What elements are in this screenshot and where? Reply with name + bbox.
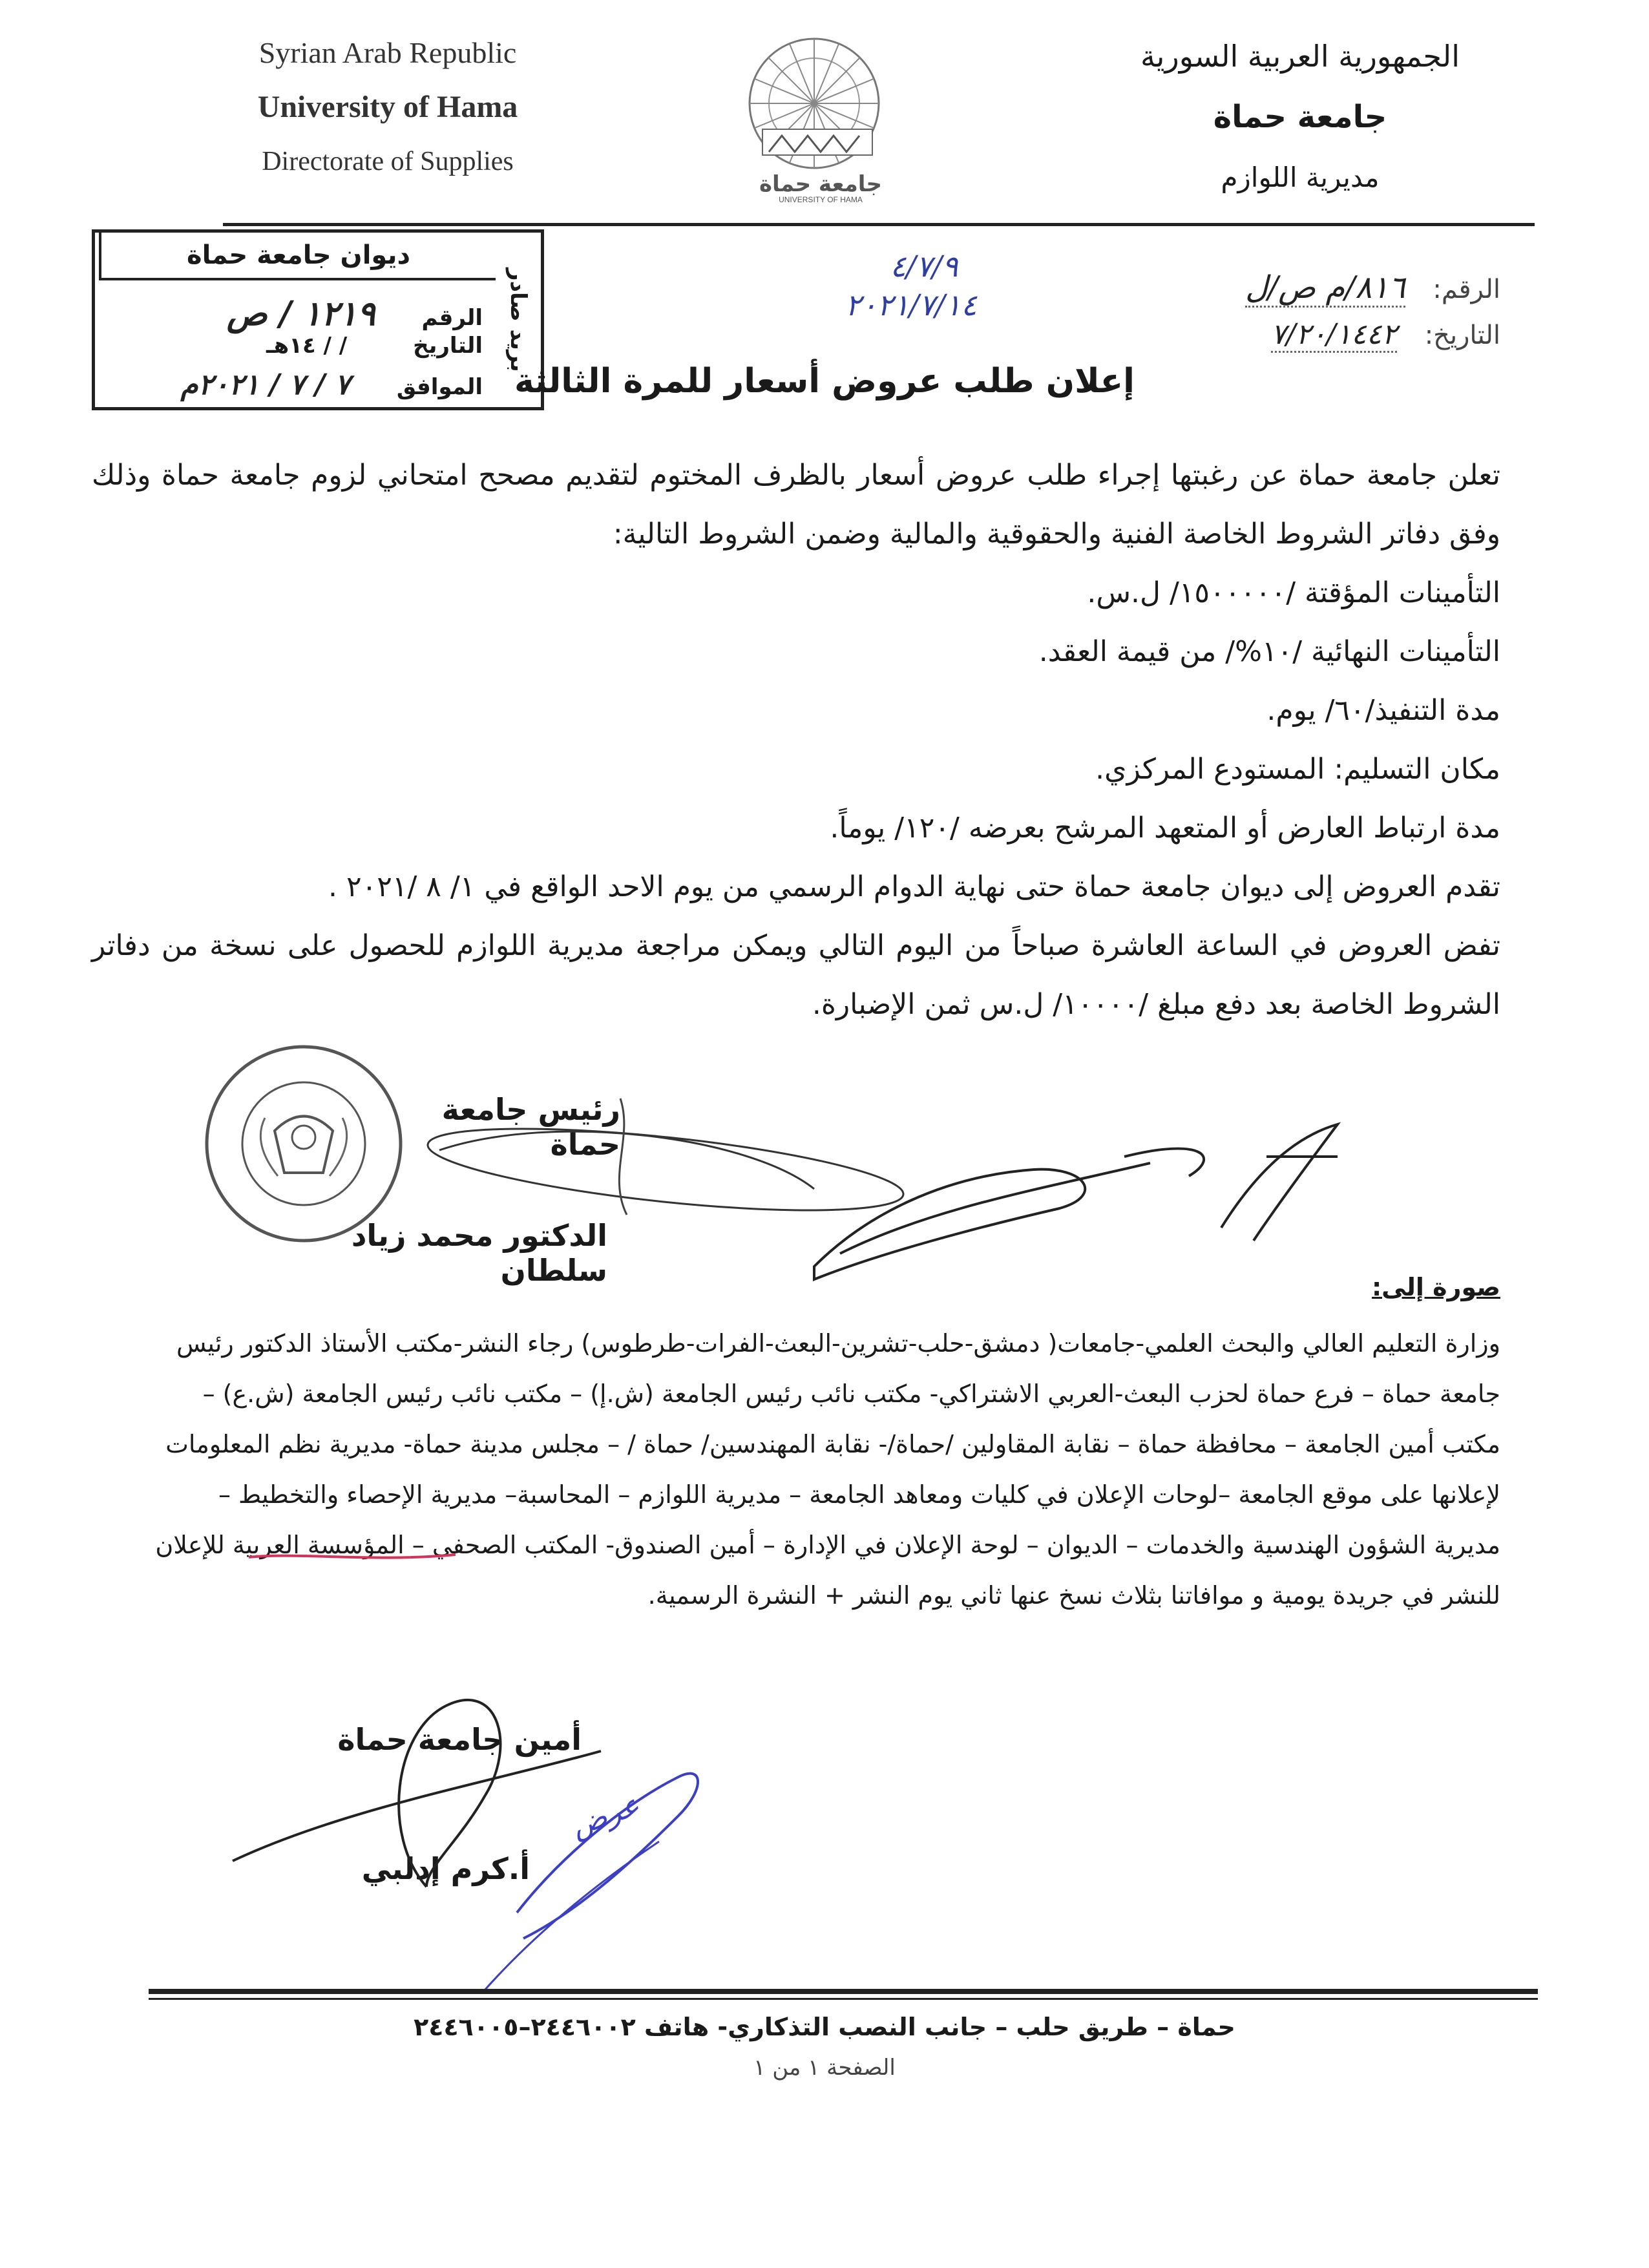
stamp-corresponding-value: ٧ / ٧ / ٢٠٢١م: [180, 368, 351, 401]
copies-line: للنشر في جريدة يومية و موافاتنا بثلاث نسخ عنها ثاني يوم النشر + النشرة الرسمية.: [647, 1581, 1500, 1610]
stamp-side-label: بريد صادر: [505, 268, 531, 372]
body-closing: تفض العروض في الساعة العاشرة صباحاً من اليوم التالي ويمكن مراجعة مديرية اللوازم للحصول على نسخة من دفاتر الشروط الخاصة بعد دفع مبلغ /١٠٠٠٠/ ل.س ثمن الإضبارة.: [92, 929, 1500, 1021]
condition-1: التأمينات المؤقتة /١٥٠٠٠٠٠/ ل.س.: [1087, 576, 1500, 609]
copies-label: صورة إلى:: [1371, 1273, 1500, 1301]
footer-divider: [149, 1989, 1538, 1994]
stamp-date-label: التاريخ: [413, 333, 483, 359]
letterhead-english: [207, 26, 569, 189]
copies-label-wrapper: [1242, 1273, 1500, 1301]
announcement-title: إعلان طلب عروض أسعار للمرة الثالثة: [514, 362, 1135, 401]
country-name-ar: الجمهورية العربية السورية: [1140, 39, 1460, 74]
directorate-name-ar: مديرية اللوازم: [1221, 162, 1380, 193]
reference-block: [919, 265, 1500, 358]
copies-list: [92, 1318, 1500, 1621]
copies-line: لإعلانها على موقع الجامعة –لوحات الإعلان في كليات ومعاهد الجامعة – مديرية اللوازم – المحاسبة– مديرية الإحصاء والتخطيط –: [218, 1480, 1500, 1509]
reference-date-value: ٧/٢٠/١٤٤٢: [1271, 318, 1397, 353]
stamp-corresponding-label: الموافق: [396, 374, 483, 400]
handwritten-note-line1: ٤/٧/٩: [890, 249, 958, 284]
body-intro: تعلن جامعة حماة عن رغبتها إجراء طلب عروض أسعار بالظرف المختوم لتقديم مصحح امتحاني لزوم جامعة حماة وذلك وفق دفاتر الشروط الخاصة الفنية والحقوقية والمالية وضمن الشروط التالية:: [92, 459, 1500, 551]
condition-3: مدة التنفيذ/٦٠/ يوم.: [1266, 694, 1500, 727]
footer-address: حماة – طريق حلب – جانب النصب التذكاري- هاتف ٢٤٤٦٠٠٢–٢٤٤٦٠٠٥: [414, 2013, 1235, 2041]
university-name-en: University of Hama: [257, 90, 518, 124]
condition-2: التأمينات النهائية /١٠%/ من قيمة العقد.: [1038, 635, 1500, 668]
university-name-ar: جامعة حماة: [1213, 99, 1387, 135]
header-divider: [223, 223, 1535, 226]
president-title: رئيس جامعة حماة: [441, 1092, 620, 1162]
logo-text-en: UNIVERSITY OF HAMA: [779, 195, 863, 204]
copies-line: جامعة حماة – فرع حماة لحزب البعث-العربي الاشتراكي- مكتب نائب رئيس الجامعة (ش.إ) – مكتب نائب رئيس الجامعة (ش.ع) –: [202, 1380, 1500, 1408]
stamp-date-row: [147, 333, 483, 359]
copies-line: وزارة التعليم العالي والبحث العلمي-جامعات( دمشق-حلب-تشرين-البعث-الفرات-طرطوس) رجاء النشر-مكتب الأستاذ الدكتور رئيس: [176, 1329, 1500, 1358]
secretary-title: أمين جامعة حماة: [337, 1722, 582, 1757]
copies-line: مكتب أمين الجامعة – محافظة حماة – نقابة المقاولين /حماة/- نقابة المهندسين/ حماة / – مجلس مدينة حماة- مديرية نظم المعلومات: [165, 1430, 1500, 1458]
stamp-date-value: / / ١٤هـ: [266, 333, 348, 359]
stamp-title: ديوان جامعة حماة: [99, 233, 496, 280]
condition-5: مدة ارتباط العارض أو المتعهد المرشح بعرضه /١٢٠/ يوماً.: [830, 812, 1500, 845]
president-name: الدكتور محمد زياد سلطان: [351, 1218, 607, 1288]
copies-line: مديرية الشؤون الهندسية والخدمات – الديوان – لوحة الإعلان في الإدارة – أمين الصندوق- المكتب الصحفي – المؤسسة العربية للإعلان: [155, 1531, 1500, 1559]
country-name-en: Syrian Arab Republic: [258, 36, 517, 69]
logo-text-ar: جامعة حماة: [759, 171, 883, 197]
condition-4: مكان التسليم: المستودع المركزي.: [1095, 753, 1500, 786]
red-underline-icon: [246, 1546, 459, 1565]
secretary-signature-icon: [213, 1654, 795, 2016]
stamp-number-value: ١٢١٩ / ص: [226, 294, 375, 333]
handwritten-note-line2: ٢٠٢١/٧/١٤: [845, 288, 977, 322]
reference-number-label: الرقم:: [1433, 275, 1500, 304]
stamp-number-row: [147, 294, 483, 333]
reference-number-value: ٨١٦/م ص/ل: [1245, 269, 1405, 308]
stamp-number-label: الرقم: [421, 305, 483, 331]
announcement-body: [92, 446, 1500, 1034]
secretary-handwritten-mark: عرض: [566, 1787, 644, 1844]
reference-number-row: [919, 265, 1500, 312]
secretary-name: أ.كرم إدلبي: [361, 1851, 530, 1886]
footer-divider-thin: [149, 1998, 1538, 2000]
reference-date-label: التاريخ:: [1424, 320, 1500, 350]
reference-date-row: [919, 312, 1500, 358]
university-logo: [743, 32, 898, 207]
letterhead-arabic: [1100, 26, 1500, 208]
page-number: الصفحة ١ من ١: [753, 2055, 896, 2081]
condition-6: تقدم العروض إلى ديوان جامعة حماة حتى نهاية الدوام الرسمي من يوم الاحد الواقع في ١/ ٨ /٢٠٢١ .: [328, 870, 1500, 903]
directorate-name-en: Directorate of Supplies: [262, 147, 514, 176]
